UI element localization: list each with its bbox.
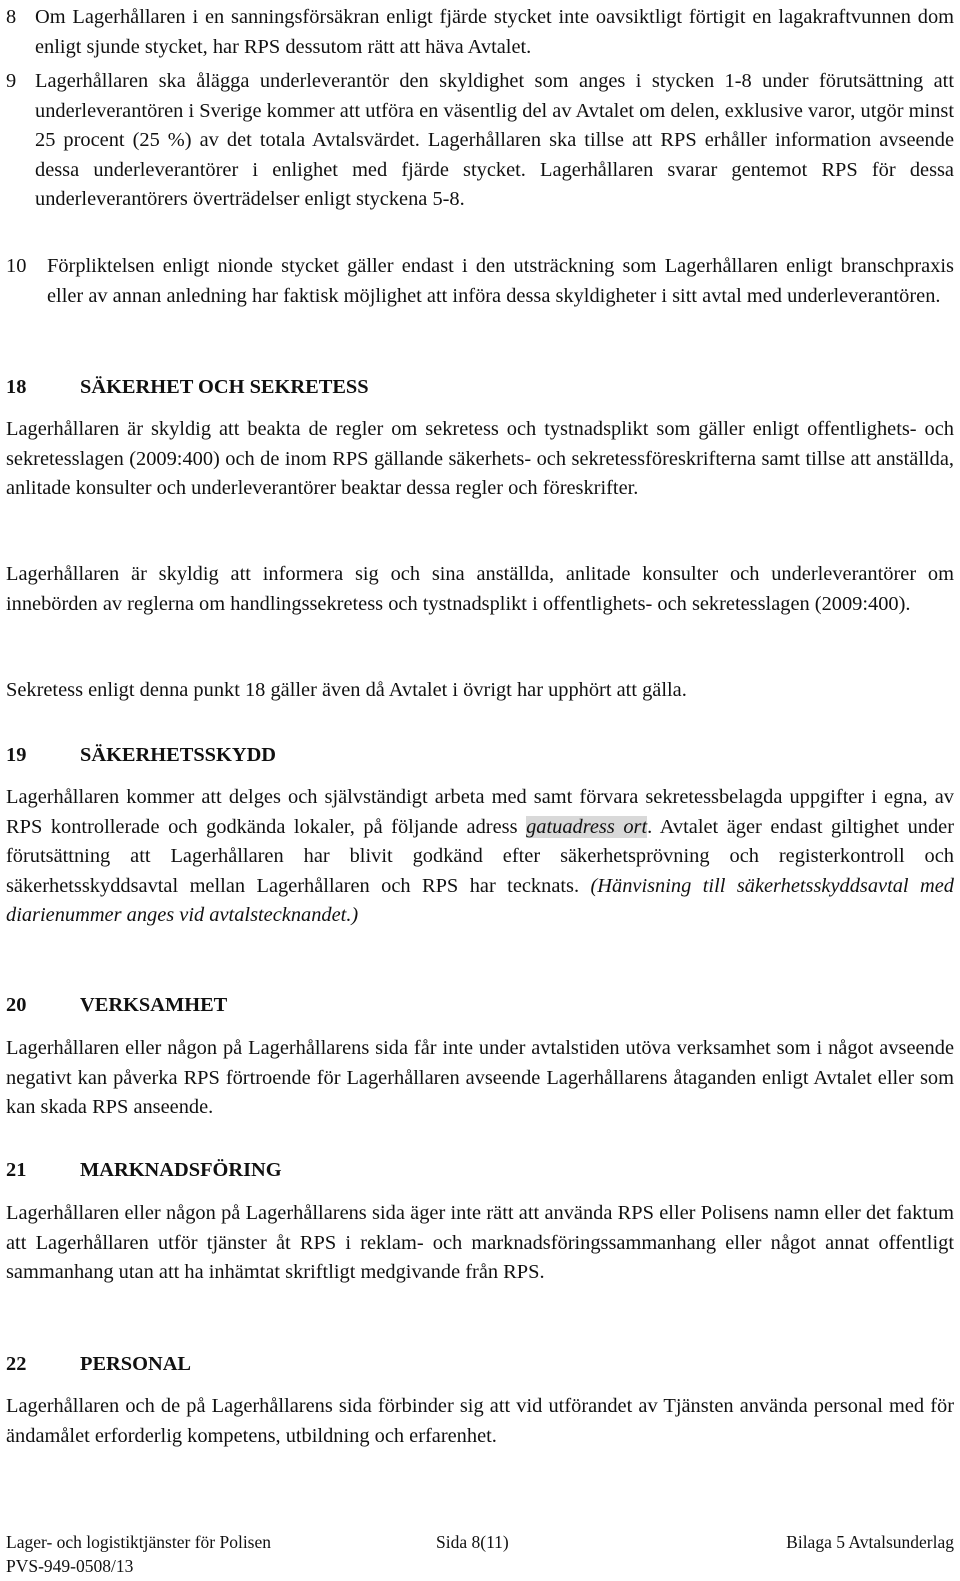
reference-note: (Hänvisning till säkerhetsskyddsavtal med diarienummer anges vid avtalstecknandet.) [6, 874, 954, 926]
section-heading-22 [6, 1350, 191, 1380]
address-placeholder: gatuadress ort [526, 815, 648, 838]
paragraph-text: Lagerhållaren kommer att delges och självständigt arbeta med samt förvara sekretessbelagda uppgifter i egna, av RPS kontrollerade och godkända lokaler, på följande adress [6, 786, 954, 838]
section-heading-20 [6, 991, 227, 1021]
paragraph-text: . Avtalet äger endast giltighet under förutsättning att Lagerhållaren har blivit godkänd efter säkerhetsprövning och registerkontroll och säkerhetsskyddsavtal mellan Lagerhållaren och RPS har tecknats. [6, 815, 955, 897]
item-text: Förpliktelsen enligt nionde stycket gäller endast i den utsträckning som Lagerhållaren enligt branschpraxis eller av annan anledning har faktisk möjlighet att införa dessa skyldigheter i sitt avtal med underleverantören. [47, 255, 954, 307]
section-number: 21 [6, 1159, 27, 1181]
section-title: SÄKERHET OCH SEKRETESS [80, 376, 369, 398]
section-number: 18 [6, 376, 27, 398]
footer-reference-number: PVS-949-0508/13 [6, 1556, 134, 1576]
item-number: 8 [6, 6, 17, 28]
item-text: Om Lagerhållaren i en sanningsförsäkran enligt fjärde stycket inte oavsiktligt förtigit en lagakraftvunnen dom enligt sjunde stycket, har RPS dessutom rätt att häva Avtalet. [35, 6, 954, 58]
list-item-8 [6, 3, 954, 62]
item-number: 10 [6, 255, 27, 277]
footer-attachment-label: Bilaga 5 Avtalsunderlag [786, 1532, 954, 1552]
list-item-10 [6, 252, 954, 311]
section-number: 19 [6, 744, 27, 766]
section-heading-18 [6, 373, 369, 403]
section-title: PERSONAL [80, 1353, 192, 1375]
section-18-paragraph-3: Sekretess enligt denna punkt 18 gäller även då Avtalet i övrigt har upphört att gälla. [6, 679, 687, 701]
section-number: 20 [6, 994, 27, 1016]
section-19-paragraph-1 [6, 783, 954, 931]
section-title: MARKNADSFÖRING [80, 1159, 282, 1181]
footer-document-title: Lager- och logistiktjänster för Polisen [6, 1532, 272, 1552]
item-text: Lagerhållaren ska ålägga underleverantör den skyldighet som anges i stycken 1-8 under förutsättning att underleverantören i Sverige kommer att utföra en väsentlig del av Avtalet om delen, exklusive varor, utgör minst 25 procent (25 %) av det totala Avtalsvärdet. Lagerhållaren ska tillse att RPS erhåller information avseende dessa underleverantörer i enlighet med fjärde stycket. Lagerhållaren svarar gentemot RPS för dessa underleverantörers överträdelser enligt styckena 5-8. [35, 70, 954, 210]
item-number: 9 [6, 70, 17, 92]
section-20-paragraph-1: Lagerhållaren eller någon på Lagerhållarens sida får inte under avtalstiden utöva verksamhet som i något avseende negativt kan påverka RPS förtroende för Lagerhållaren avseende Lagerhållarens åtaganden enligt Avtalet eller som kan skada RPS anseende. [6, 1037, 954, 1118]
section-heading-19 [6, 741, 276, 771]
section-title: SÄKERHETSSKYDD [80, 744, 277, 766]
list-item-9 [6, 67, 954, 215]
section-number: 22 [6, 1353, 27, 1375]
section-21-paragraph-1: Lagerhållaren eller någon på Lagerhållarens sida äger inte rätt att använda RPS eller Polisens namn eller det faktum att Lagerhållaren utför tjänster åt RPS i reklam- och marknadsföringssammanhang eller något annat offentligt sammanhang utan att ha inhämtat skriftligt medgivande från RPS. [6, 1202, 954, 1283]
section-title: VERKSAMHET [80, 994, 228, 1016]
footer-page-number: Sida 8(11) [436, 1532, 509, 1552]
section-18-paragraph-1: Lagerhållaren är skyldig att beakta de regler om sekretess och tystnadsplikt som gäller enligt offentlighets- och sekretesslagen (2009:400) och de inom RPS gällande säkerhets- och sekretessföreskrifterna samt tillse att anställda, anlitade konsulter och underleverantörer beaktar dessa regler och föreskrifter. [6, 418, 954, 499]
section-22-paragraph-1: Lagerhållaren och de på Lagerhållarens sida förbinder sig att vid utförandet av Tjänsten använda personal med för ändamålet erforderlig kompetens, utbildning och erfarenhet. [6, 1395, 954, 1447]
section-18-paragraph-2: Lagerhållaren är skyldig att informera sig och sina anställda, anlitade konsulter och underleverantörer om innebörden av reglerna om handlingssekretess och tystnadsplikt i offentlighets- och sekretesslagen (2009:400). [6, 563, 954, 615]
section-heading-21 [6, 1156, 282, 1186]
